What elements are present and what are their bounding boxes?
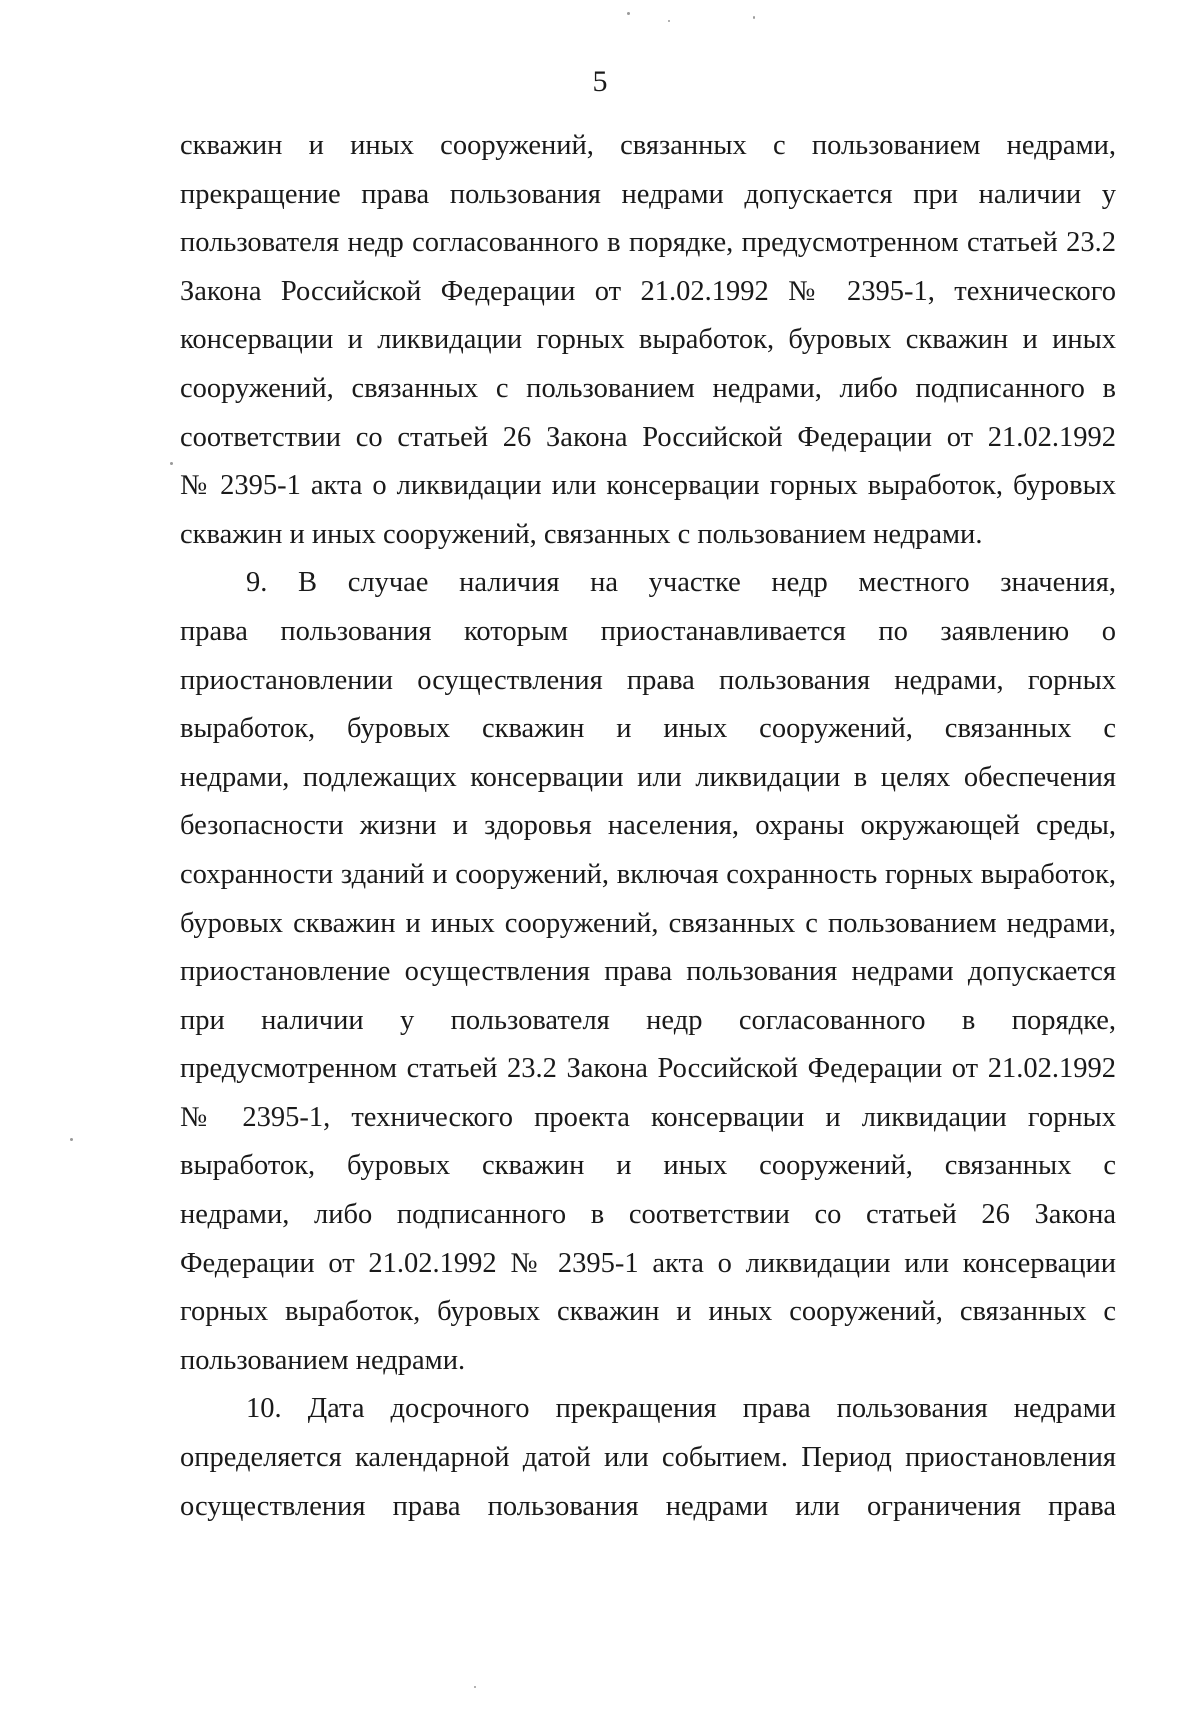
text-line: недрами, либо подписанного в соответствии со статьей 26 Закона [180,1199,1116,1231]
paragraph-10 [180,1385,1116,1531]
text-line: скважин и иных сооружений, связанных с пользованием недрами, [180,130,1116,161]
text-line: № 2395-1 акта о ликвидации или консервации горных выработок, буровых [180,470,1116,502]
text-line: Закона Российской Федерации от 21.02.1992 № 2395-1, технического [180,275,1116,307]
text-line: выработок, буровых скважин и иных сооружений, связанных с [180,1150,1116,1182]
text-line: осуществления права пользования недрами или ограничения права [180,1490,1116,1522]
text-line: предусмотренном статьей 23.2 Закона Российской Федерации от 21.02.1992 [180,1053,1116,1085]
text-line: выработок, буровых скважин и иных сооружений, связанных с [180,713,1116,745]
scan-speck [70,1138,73,1141]
text-line: № 2395-1, технического проекта консервации и ликвидации горных [180,1101,1116,1133]
scan-speck [668,20,670,22]
text-line: сооружений, связанных с пользованием недрами, либо подписанного в [180,372,1116,404]
paragraph-continuation [180,122,1116,559]
scan-speck [474,1686,476,1688]
text-line: недрами, подлежащих консервации или ликвидации в целях обеспечения [180,761,1116,793]
text-line: приостановление осуществления права пользования недрами допускается [180,956,1116,988]
scan-speck [753,16,755,19]
text-line: сохранности зданий и сооружений, включая сохранность горных выработок, [180,858,1116,890]
document-body [180,122,1116,1531]
text-line: консервации и ликвидации горных выработок, буровых скважин и иных [180,324,1116,356]
text-line: пользователя недр согласованного в порядке, предусмотренном статьей 23.2 [180,227,1116,259]
text-line: 10. Дата досрочного прекращения права пользования недрами [246,1393,1116,1425]
text-line: приостановлении осуществления права пользования недрами, горных [180,664,1116,696]
text-line: безопасности жизни и здоровья населения, охраны окружающей среды, [180,810,1116,842]
text-line: определяется календарной датой или событием. Период приостановления [180,1442,1116,1474]
text-line: скважин и иных сооружений, связанных с пользованием недрами. [180,518,983,550]
text-line: 9. В случае наличия на участке недр местного значения, [246,567,1116,599]
text-line: права пользования которым приостанавливается по заявлению о [180,615,1116,647]
text-line: Федерации от 21.02.1992 № 2395-1 акта о ликвидации или консервации [180,1247,1116,1279]
text-line: горных выработок, буровых скважин и иных сооружений, связанных с [180,1296,1116,1328]
text-line: прекращение права пользования недрами допускается при наличии у [180,178,1116,210]
page-number: 5 [592,65,608,98]
text-line: соответствии со статьей 26 Закона Российской Федерации от 21.02.1992 [180,421,1116,453]
text-line: буровых скважин и иных сооружений, связанных с пользованием недрами, [180,907,1116,939]
scan-speck [170,462,173,465]
scan-speck [627,12,630,15]
paragraph-9 [180,559,1116,1385]
text-line: при наличии у пользователя недр согласованного в порядке, [180,1004,1116,1036]
text-line: пользованием недрами. [180,1344,466,1376]
